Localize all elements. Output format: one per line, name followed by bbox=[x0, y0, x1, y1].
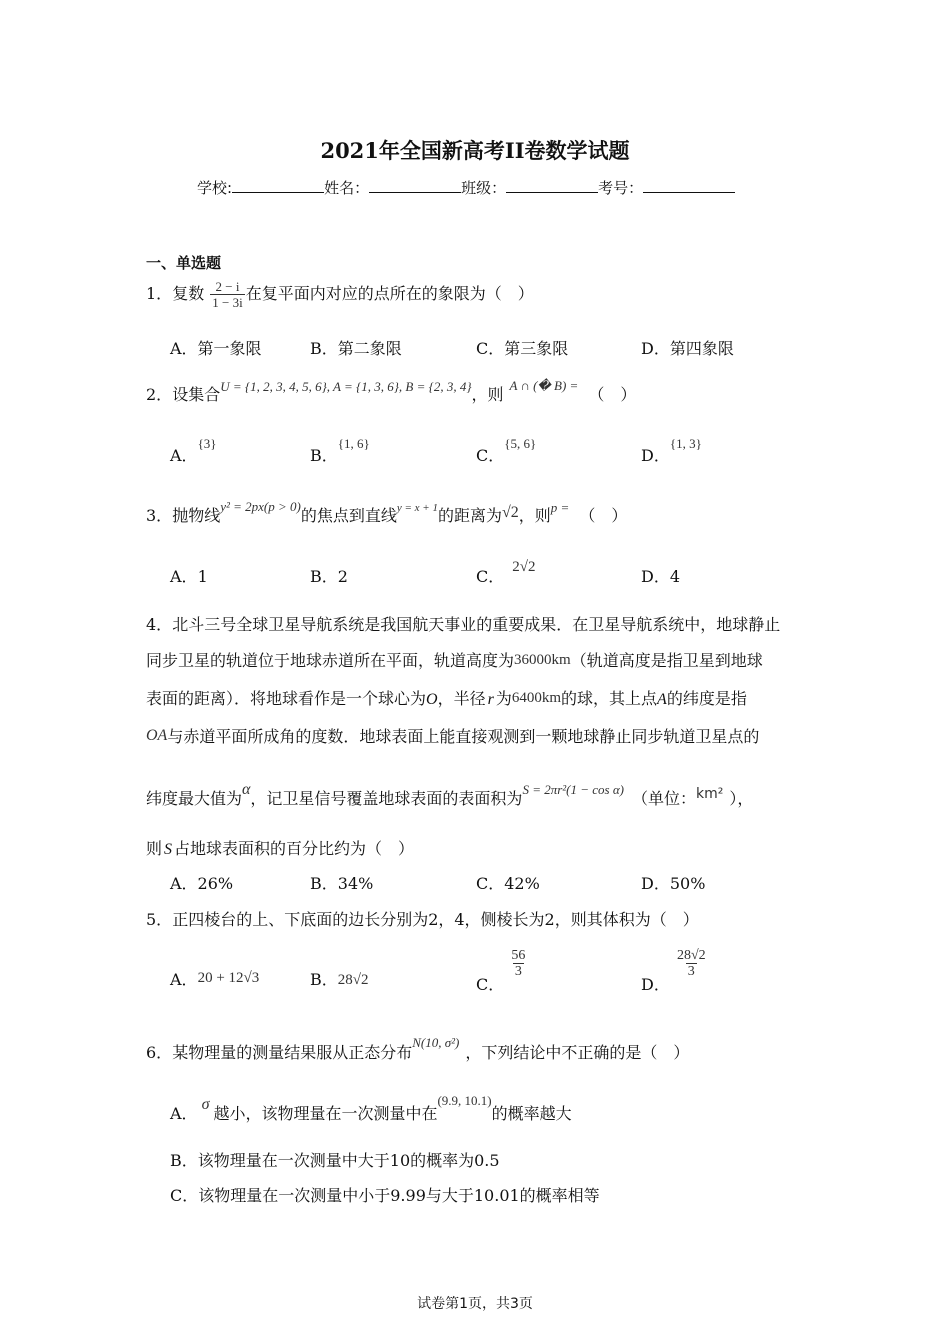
option-d[interactable] bbox=[641, 948, 708, 994]
question-text: ，记卫星信号覆盖地球表面的表面积为 bbox=[250, 789, 523, 808]
question-text: 的焦点到直线 bbox=[300, 506, 397, 525]
class-blank[interactable] bbox=[506, 176, 598, 193]
option-letter: A． bbox=[170, 446, 198, 465]
option-b[interactable]: B．第二象限 bbox=[310, 339, 402, 358]
question-number: 1． bbox=[146, 284, 173, 303]
question-text: 则 bbox=[146, 839, 163, 858]
option-value: 2 bbox=[337, 567, 348, 586]
fraction-numerator: 28√2 bbox=[676, 948, 706, 963]
question-text: 表面的距离）．将地球看作是一个球心为 bbox=[146, 689, 427, 708]
option-letter: A． bbox=[170, 970, 198, 989]
question-4-line-5 bbox=[146, 781, 754, 810]
question-text: 的球，其上点 bbox=[561, 689, 658, 708]
option-letter: B． bbox=[310, 970, 338, 989]
question-text: 在复平面内对应的点所在的象限为（ ） bbox=[245, 284, 534, 303]
name-blank[interactable] bbox=[369, 176, 461, 193]
question-text: ，下列结论中不正确的是（ ） bbox=[465, 1043, 690, 1062]
option-a[interactable]: A．第一象限 bbox=[170, 339, 262, 358]
option-letter: A． bbox=[170, 1104, 198, 1123]
question-text: 与赤道平面所成角的度数．地球表面上能直接观测到一颗地球静止同步轨道卫星点的 bbox=[167, 727, 760, 746]
question-text: （ ） bbox=[588, 385, 637, 404]
radius-r: r bbox=[487, 691, 494, 708]
option-b[interactable]: B．该物理量在一次测量中大于10的概率为0.5 bbox=[170, 1151, 500, 1170]
option-c[interactable]: C．42% bbox=[476, 874, 540, 893]
option-c[interactable]: C．第三象限 bbox=[476, 339, 569, 358]
student-info-line bbox=[197, 176, 735, 198]
fraction-denominator: 3 bbox=[687, 964, 695, 979]
question-4-line-4 bbox=[146, 727, 759, 748]
option-c[interactable]: C．该物理量在一次测量中小于9.99与大于10.01的概率相等 bbox=[170, 1186, 600, 1205]
question-3 bbox=[146, 499, 628, 528]
question-number: 2． bbox=[146, 385, 173, 404]
fraction-denominator: 1 − 3i bbox=[212, 295, 243, 310]
question-1 bbox=[146, 279, 534, 310]
page-footer: 试卷第1页，共3页 bbox=[417, 1296, 533, 1312]
option-letter: B． bbox=[310, 446, 338, 465]
question-4-line-1 bbox=[146, 615, 780, 635]
fraction-numerator: 2 − i bbox=[215, 279, 240, 294]
interval: (9.9, 10.1) bbox=[437, 1093, 492, 1108]
option-a[interactable] bbox=[170, 567, 208, 587]
option-d[interactable] bbox=[641, 567, 680, 587]
distance-value: √2 bbox=[502, 504, 519, 521]
normal-distribution: N(10, σ²) bbox=[412, 1035, 460, 1050]
p-variable: p = bbox=[550, 500, 570, 515]
option-math: {3} bbox=[197, 436, 217, 451]
question-text: （ ） bbox=[579, 506, 628, 525]
orbit-height: 36000km bbox=[514, 652, 571, 668]
option-d[interactable]: D．第四象限 bbox=[641, 339, 734, 358]
question-4-line-3 bbox=[146, 689, 747, 710]
option-value: 2√2 bbox=[512, 559, 536, 575]
question-text: ，则 bbox=[518, 506, 551, 525]
page-title: 2021年全国新高考II卷数学试题 bbox=[320, 138, 630, 163]
option-letter: C． bbox=[476, 446, 505, 465]
fraction-denominator: 3 bbox=[514, 964, 522, 979]
question-text: 某物理量的测量结果服从正态分布 bbox=[172, 1043, 413, 1062]
earth-radius: 6400km bbox=[511, 690, 562, 706]
question-text: （单位： bbox=[632, 789, 697, 808]
complex-fraction bbox=[210, 279, 244, 310]
section-heading: 一、单选题 bbox=[146, 254, 222, 272]
option-text: 的概率越大 bbox=[491, 1104, 572, 1123]
question-text: 纬度最大值为 bbox=[146, 789, 243, 808]
alpha-symbol: α bbox=[242, 781, 251, 798]
option-b[interactable] bbox=[310, 567, 348, 587]
exam-no-blank[interactable] bbox=[643, 176, 735, 193]
question-text: 复数 bbox=[172, 284, 205, 303]
option-value: 1 bbox=[197, 567, 208, 586]
segment-oa: OA bbox=[146, 727, 168, 744]
question-text: 占地球表面积的百分比约为（ ） bbox=[174, 839, 415, 858]
fraction-numerator: 56 bbox=[511, 948, 526, 963]
exam-no-label: 考号： bbox=[598, 179, 644, 197]
option-math: 20 + 12√3 bbox=[197, 970, 260, 986]
question-text: 的纬度是指 bbox=[666, 689, 747, 708]
question-4-line-6 bbox=[146, 839, 414, 860]
option-a[interactable] bbox=[170, 436, 217, 467]
option-math: {1, 6} bbox=[337, 436, 370, 451]
question-number: 3． bbox=[146, 506, 173, 525]
option-letter: A． bbox=[170, 567, 198, 586]
option-math: {1, 3} bbox=[669, 436, 702, 451]
option-d[interactable]: D．50% bbox=[641, 874, 706, 893]
question-text: 抛物线 bbox=[172, 506, 221, 525]
question-2 bbox=[146, 378, 637, 406]
parabola-equation: y² = 2px(p > 0) bbox=[220, 499, 301, 514]
option-a[interactable] bbox=[170, 1093, 572, 1125]
name-label: 姓名： bbox=[324, 179, 370, 197]
option-a[interactable]: A．26% bbox=[170, 874, 234, 893]
question-5 bbox=[146, 910, 699, 930]
question-text: ）， bbox=[729, 789, 754, 808]
class-label: 班级： bbox=[461, 179, 507, 197]
sigma-symbol: σ bbox=[201, 1096, 210, 1113]
center-o: O bbox=[426, 691, 438, 708]
question-text: 正四棱台的上、下底面的边长分别为2，4，侧棱长为2，则其体积为（ ） bbox=[172, 910, 699, 929]
question-text: 的距离为 bbox=[437, 506, 502, 525]
question-text: 为 bbox=[495, 689, 512, 708]
option-d[interactable] bbox=[641, 436, 702, 467]
question-text: （轨道高度是指卫星到地球 bbox=[570, 651, 763, 670]
question-text: 北斗三号全球卫星导航系统是我国航天事业的重要成果．在卫星导航系统中，地球静止 bbox=[172, 615, 781, 634]
question-text: 同步卫星的轨道位于地球赤道所在平面，轨道高度为 bbox=[146, 651, 515, 670]
option-letter: D． bbox=[641, 446, 670, 465]
s-variable: S bbox=[164, 841, 173, 858]
question-number: 6． bbox=[146, 1043, 173, 1062]
option-math: {5, 6} bbox=[504, 436, 537, 451]
option-b[interactable]: B．34% bbox=[310, 874, 374, 893]
option-value: 4 bbox=[669, 567, 681, 586]
school-blank[interactable] bbox=[232, 176, 324, 193]
question-text: 设集合 bbox=[172, 385, 221, 404]
school-label: 学校: bbox=[197, 179, 233, 197]
option-c[interactable] bbox=[476, 559, 536, 588]
option-math: 28√2 bbox=[337, 972, 369, 988]
option-b[interactable] bbox=[310, 970, 369, 991]
question-text: ，半径 bbox=[437, 689, 486, 708]
option-letter: C． bbox=[476, 975, 505, 994]
unit-km2: km² bbox=[696, 786, 724, 802]
option-letter: D． bbox=[641, 975, 670, 994]
option-fraction bbox=[509, 948, 527, 979]
option-c[interactable] bbox=[476, 436, 537, 467]
option-fraction bbox=[675, 948, 708, 979]
surface-area-formula: S = 2πr²(1 − cos α) bbox=[522, 782, 625, 797]
line-equation: y = x + 1 bbox=[396, 502, 438, 514]
question-4-line-2 bbox=[146, 651, 763, 672]
option-a[interactable] bbox=[170, 970, 259, 991]
option-letter: B． bbox=[310, 567, 338, 586]
set-definitions: U = {1, 2, 3, 4, 5, 6}, A = {1, 3, 6}, B = {2, 3, 4} bbox=[220, 379, 472, 394]
point-a: A bbox=[657, 691, 667, 708]
set-expression: A ∩ (� B) = bbox=[509, 378, 579, 393]
question-number: 5． bbox=[146, 910, 173, 929]
option-c[interactable] bbox=[476, 948, 527, 994]
option-b[interactable] bbox=[310, 436, 370, 467]
option-letter: D． bbox=[641, 567, 670, 586]
option-text: 越小，该物理量在一次测量中在 bbox=[213, 1104, 438, 1123]
option-letter: C． bbox=[476, 567, 505, 586]
question-text: ，则 bbox=[471, 385, 504, 404]
question-number: 4． bbox=[146, 615, 173, 634]
